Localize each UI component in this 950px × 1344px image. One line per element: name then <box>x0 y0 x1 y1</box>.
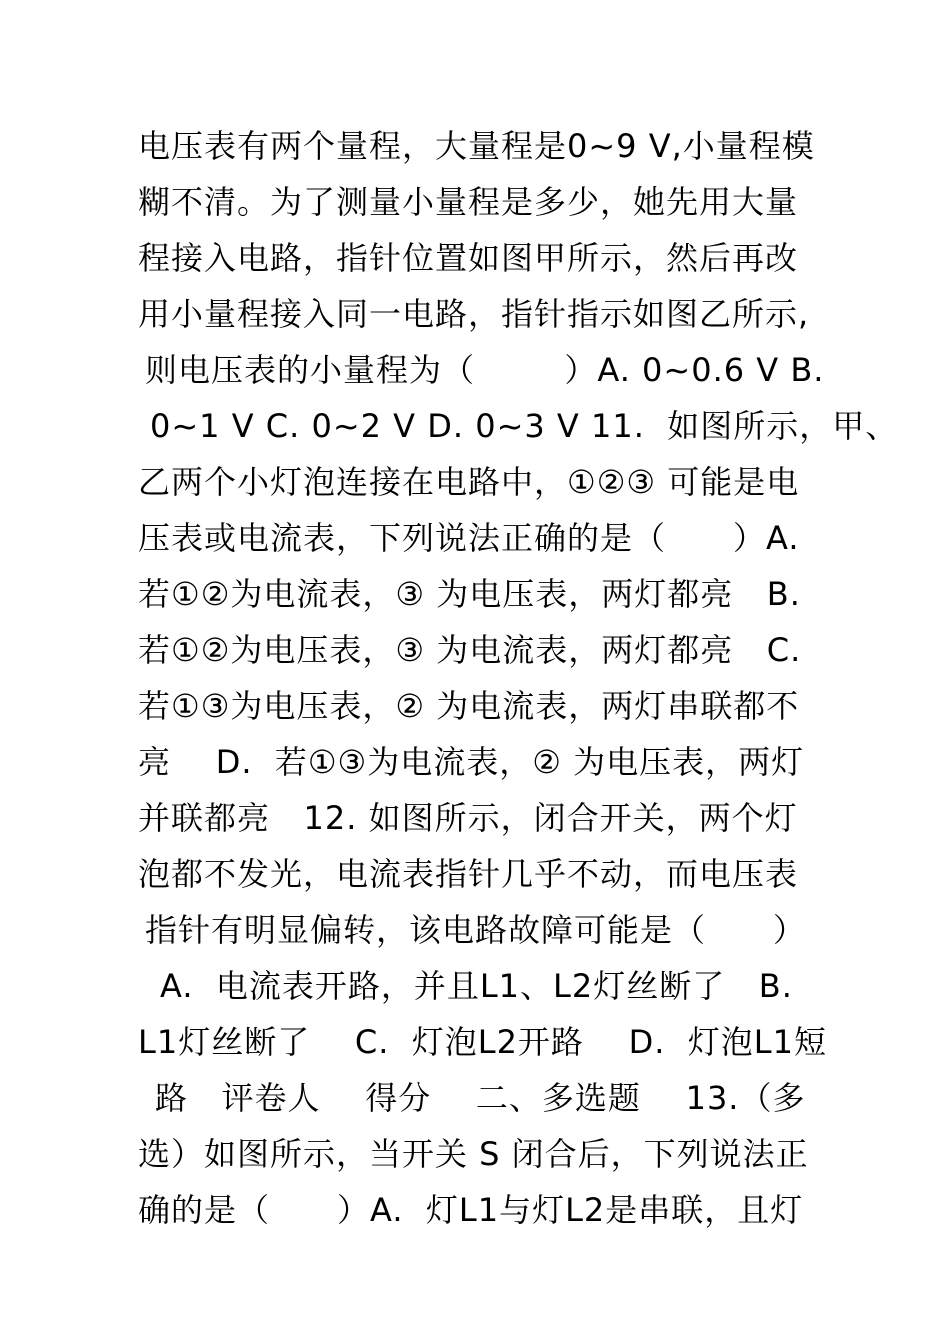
text-line: 电压表有两个量程，大量程是0~9 V,小量程模 <box>138 127 815 165</box>
text-line: 若①②为电压表，③ 为电流表，两灯都亮 C. <box>138 631 802 669</box>
text-line: 0~1 V C. 0~2 V D. 0~3 V 11. 如图所示，甲、 <box>150 407 899 445</box>
text-line: 程接入电路，指针位置如图甲所示，然后再改 <box>138 239 799 277</box>
text-line: 乙两个小灯泡连接在电路中，①②③ 可能是电 <box>138 463 800 501</box>
text-line: 选）如图所示，当开关 S 闭合后，下列说法正 <box>138 1135 809 1173</box>
text-line: 亮 D. 若①③为电流表，② 为电压表，两灯 <box>138 743 805 781</box>
text-line: 若①②为电流表，③ 为电压表，两灯都亮 B. <box>138 575 801 613</box>
text-line: 则电压表的小量程为（ ）A. 0~0.6 V B. <box>145 351 825 389</box>
text-line: L1灯丝断了 C. 灯泡L2开路 D. 灯泡L1短 <box>138 1023 827 1061</box>
text-line: 确的是（ ）A. 灯L1与灯L2是串联，且灯 <box>138 1191 804 1229</box>
text-line: 泡都不发光，电流表指针几乎不动，而电压表 <box>138 855 799 893</box>
text-line: 若①③为电压表，② 为电流表，两灯串联都不 <box>138 687 800 725</box>
text-line: 并联都亮 12. 如图所示，闭合开关，两个灯 <box>138 799 798 837</box>
text-line: 用小量程接入同一电路，指针指示如图乙所示, <box>138 295 810 333</box>
text-line: 路 评卷人 得分 二、多选题 13.（多 <box>155 1079 806 1117</box>
text-line: 压表或电流表，下列说法正确的是（ ）A. <box>138 519 800 557</box>
text-line: 指针有明显偏转，该电路故障可能是（ ） <box>145 911 807 949</box>
text-line: A. 电流表开路，并且L1、L2灯丝断了 B. <box>160 967 793 1005</box>
text-line: 糊不清。为了测量小量程是多少，她先用大量 <box>138 183 799 221</box>
